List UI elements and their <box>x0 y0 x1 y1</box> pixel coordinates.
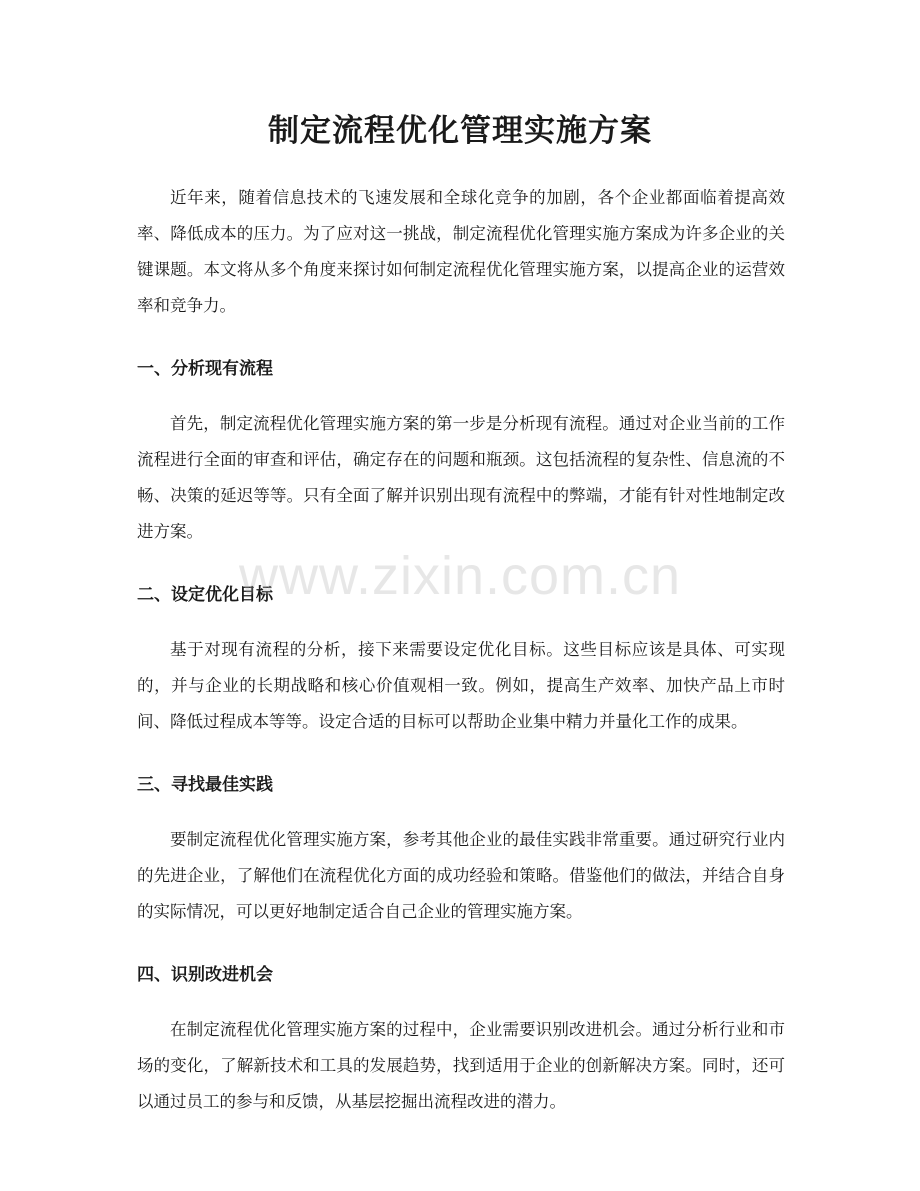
section-heading-3: 三、寻找最佳实践 <box>137 775 273 795</box>
section-paragraph-3: 要制定流程优化管理实施方案，参考其他企业的最佳实践非常重要。通过研究行业内的先进企业，了解他们在流程优化方面的成功经验和策略。借鉴他们的做法，并结合自身的实际情况，可以更好地制定适合自己企业的管理实施方案。 <box>137 830 785 921</box>
document-title: 制定流程优化管理实施方案 <box>268 113 652 149</box>
section-paragraph-1: 首先，制定流程优化管理实施方案的第一步是分析现有流程。通过对企业当前的工作流程进行全面的审查和评估，确定存在的问题和瓶颈。这包括流程的复杂性、信息流的不畅、决策的延迟等等。只有全面了解并识别出现有流程中的弊端，才能有针对性地制定改进方案。 <box>137 414 785 541</box>
section-paragraph-4: 在制定流程优化管理实施方案的过程中，企业需要识别改进机会。通过分析行业和市场的变化，了解新技术和工具的发展趋势，找到适用于企业的创新解决方案。同时，还可以通过员工的参与和反馈，从基层挖掘出流程改进的潜力。 <box>137 1020 785 1111</box>
section-heading-4: 四、识别改进机会 <box>137 965 273 985</box>
watermark: www.zixin.com.cn <box>238 546 682 606</box>
intro-paragraph: 近年来，随着信息技术的飞速发展和全球化竞争的加剧，各个企业都面临着提高效率、降低成本的压力。为了应对这一挑战，制定流程优化管理实施方案成为许多企业的关键课题。本文将从多个角度来探讨如何制定流程优化管理实施方案，以提高企业的运营效率和竞争力。 <box>137 188 785 315</box>
section-heading-2: 二、设定优化目标 <box>137 585 273 605</box>
document-body <box>137 180 785 1120</box>
section-paragraph-2: 基于对现有流程的分析，接下来需要设定优化目标。这些目标应该是具体、可实现的，并与企业的长期战略和核心价值观相一致。例如，提高生产效率、加快产品上市时间、降低过程成本等等。设定合适的目标可以帮助企业集中精力并量化工作的成果。 <box>137 640 785 731</box>
section-heading-1: 一、分析现有流程 <box>137 359 273 379</box>
